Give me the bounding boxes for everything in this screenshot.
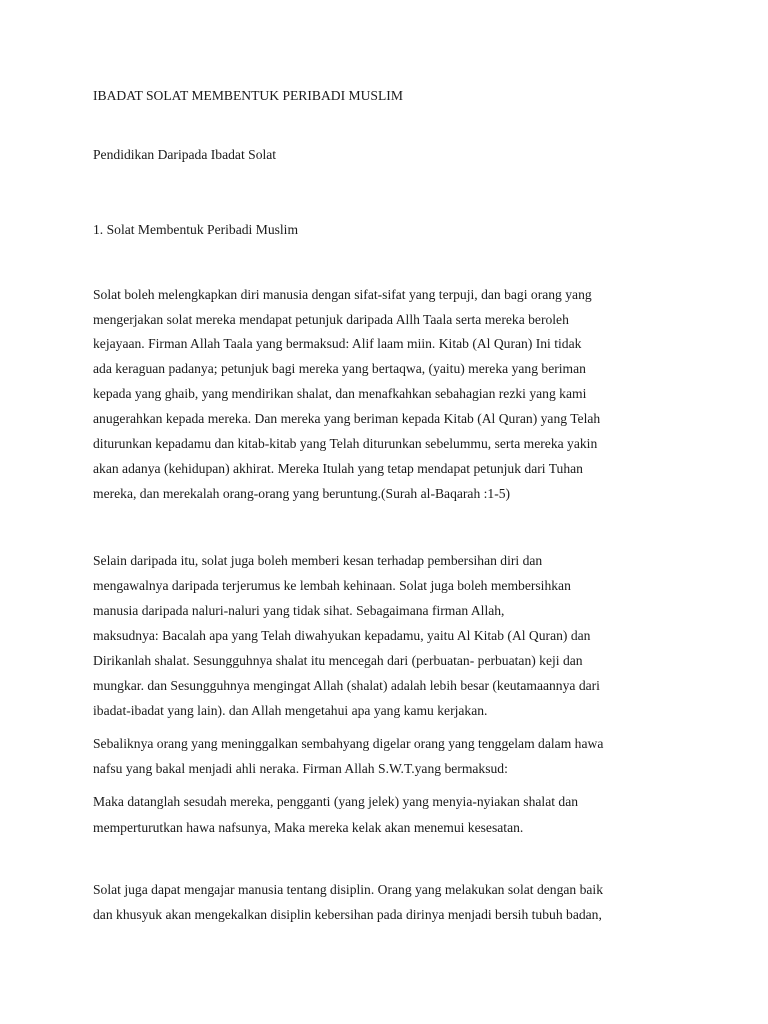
paragraph-line: kepada yang ghaib, yang mendirikan shalat, dan menafkahkan sebahagian rezki yang kami [93,386,587,401]
paragraph-line: mengawalnya daripada terjerumus ke lembah kehinaan. Solat juga boleh membersihkan [93,578,571,593]
paragraph-line: ada keraguan padanya; petunjuk bagi mereka yang bertaqwa, (yaitu) mereka yang beriman [93,361,586,376]
paragraph-line: mereka, dan merekalah orang-orang yang beruntung.(Surah al-Baqarah :1-5) [93,486,511,501]
paragraph-line: nafsu yang bakal menjadi ahli neraka. Firman Allah S.W.T.yang bermaksud: [93,761,508,776]
document-title: IBADAT SOLAT MEMBENTUK PERIBADI MUSLIM [93,88,403,103]
paragraph-line: anugerahkan kepada mereka. Dan mereka yang beriman kepada Kitab (Al Quran) yang Telah [93,411,601,426]
paragraph-line: ibadat-ibadat yang lain). dan Allah mengetahui apa yang kamu kerjakan. [93,703,488,718]
document-subtitle: Pendidikan Daripada Ibadat Solat [93,147,277,162]
paragraph-line: mengerjakan solat mereka mendapat petunjuk daripada Allh Taala serta mereka beroleh [93,312,569,327]
paragraph-line: mungkar. dan Sesungguhnya mengingat Allah (shalat) adalah lebih besar (keutamaannya dari [93,678,600,693]
paragraph-line: Selain daripada itu, solat juga boleh memberi kesan terhadap pembersihan diri dan [93,553,543,568]
paragraph-line: Solat juga dapat mengajar manusia tentang disiplin. Orang yang melakukan solat dengan baik [93,882,604,897]
paragraph-line: Sebaliknya orang yang meninggalkan sembahyang digelar orang yang tenggelam dalam hawa [93,736,604,751]
paragraph-line: maksudnya: Bacalah apa yang Telah diwahyukan kepadamu, yaitu Al Kitab (Al Quran) dan [93,628,591,643]
paragraph-line: Maka datanglah sesudah mereka, pengganti (yang jelek) yang menyia-nyiakan shalat dan [93,794,579,809]
paragraph-line: Dirikanlah shalat. Sesungguhnya shalat itu mencegah dari (perbuatan- perbuatan) keji dan [93,653,583,668]
document-page [93,0,683,1024]
section-heading: 1. Solat Membentuk Peribadi Muslim [93,222,299,237]
paragraph-line: kejayaan. Firman Allah Taala yang bermaksud: Alif laam miin. Kitab (Al Quran) Ini tidak [93,336,582,351]
paragraph-line: diturunkan kepadamu dan kitab-kitab yang Telah diturunkan sebelummu, serta mereka yakin [93,436,598,451]
paragraph-line: memperturutkan hawa nafsunya, Maka mereka kelak akan menemui kesesatan. [93,820,524,835]
paragraph-line: dan khusyuk akan mengekalkan disiplin kebersihan pada dirinya menjadi bersih tubuh badan, [93,907,602,922]
paragraph-line: manusia daripada naluri-naluri yang tidak sihat. Sebagaimana firman Allah, [93,603,505,618]
paragraph-line: Solat boleh melengkapkan diri manusia dengan sifat-sifat yang terpuji, dan bagi orang yang [93,287,592,302]
paragraph-line: akan adanya (kehidupan) akhirat. Mereka Itulah yang tetap mendapat petunjuk dari Tuhan [93,461,583,476]
